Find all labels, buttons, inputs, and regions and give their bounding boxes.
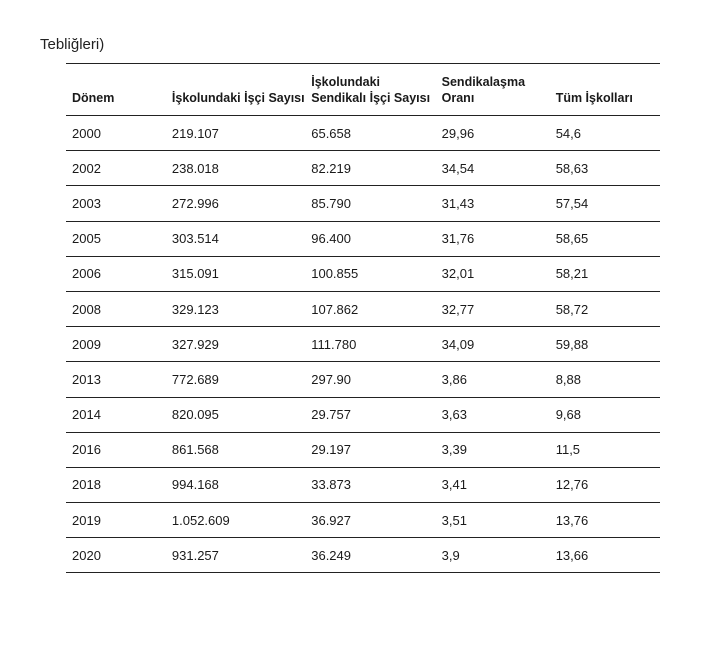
header-rate-line2: Oranı [441, 91, 475, 105]
cell-unionization-rate: 32,77 [436, 291, 550, 326]
cell-union-workers: 111.780 [305, 327, 435, 362]
cell-all-branches: 8,88 [550, 362, 660, 397]
cell-unionization-rate: 31,43 [436, 186, 550, 221]
cell-workers: 238.018 [166, 151, 305, 186]
cell-workers: 861.568 [166, 432, 305, 467]
table-row [66, 467, 660, 502]
header-union-workers-line1: İşkolundaki [311, 75, 381, 89]
cell-unionization-rate: 34,54 [436, 151, 550, 186]
cell-unionization-rate: 32,01 [436, 256, 550, 291]
cell-workers: 315.091 [166, 256, 305, 291]
cell-union-workers: 65.658 [305, 116, 435, 151]
cell-period: 2002 [66, 151, 166, 186]
cell-workers: 931.257 [166, 538, 305, 573]
cell-period: 2000 [66, 116, 166, 151]
cell-all-branches: 13,76 [550, 503, 660, 538]
table-row [66, 538, 660, 573]
cell-all-branches: 59,88 [550, 327, 660, 362]
table-caption: Tebliğleri) [40, 36, 105, 53]
cell-workers: 1.052.609 [166, 503, 305, 538]
header-union-workers [305, 64, 435, 116]
cell-all-branches: 58,65 [550, 221, 660, 256]
cell-unionization-rate: 3,41 [436, 467, 550, 502]
table-row [66, 503, 660, 538]
table-row [66, 362, 660, 397]
cell-unionization-rate: 3,63 [436, 397, 550, 432]
cell-union-workers: 107.862 [305, 291, 435, 326]
cell-period: 2014 [66, 397, 166, 432]
cell-period: 2020 [66, 538, 166, 573]
cell-union-workers: 36.249 [305, 538, 435, 573]
cell-all-branches: 54,6 [550, 116, 660, 151]
cell-all-branches: 58,72 [550, 291, 660, 326]
cell-period: 2018 [66, 467, 166, 502]
cell-all-branches: 58,21 [550, 256, 660, 291]
cell-unionization-rate: 29,96 [436, 116, 550, 151]
header-workers: İşkolundaki İşçi Sayısı [166, 64, 305, 116]
cell-unionization-rate: 31,76 [436, 221, 550, 256]
cell-unionization-rate: 3,51 [436, 503, 550, 538]
table-row [66, 116, 660, 151]
cell-union-workers: 33.873 [305, 467, 435, 502]
cell-union-workers: 82.219 [305, 151, 435, 186]
table-row [66, 397, 660, 432]
cell-workers: 327.929 [166, 327, 305, 362]
cell-period: 2008 [66, 291, 166, 326]
cell-all-branches: 11,5 [550, 432, 660, 467]
table-row [66, 221, 660, 256]
table-row [66, 256, 660, 291]
table-body [66, 116, 660, 573]
cell-all-branches: 58,63 [550, 151, 660, 186]
cell-period: 2006 [66, 256, 166, 291]
header-all-branches: Tüm İşkolları [550, 64, 660, 116]
cell-unionization-rate: 34,09 [436, 327, 550, 362]
table-header [66, 64, 660, 116]
unionization-table [66, 63, 660, 573]
cell-period: 2016 [66, 432, 166, 467]
header-unionization-rate [436, 64, 550, 116]
header-union-workers-line2: Sendikalı İşçi Sayısı [311, 91, 431, 105]
header-row [66, 64, 660, 116]
cell-union-workers: 100.855 [305, 256, 435, 291]
cell-workers: 994.168 [166, 467, 305, 502]
cell-union-workers: 96.400 [305, 221, 435, 256]
cell-unionization-rate: 3,9 [436, 538, 550, 573]
cell-workers: 219.107 [166, 116, 305, 151]
cell-period: 2005 [66, 221, 166, 256]
cell-workers: 329.123 [166, 291, 305, 326]
table-row [66, 291, 660, 326]
cell-period: 2003 [66, 186, 166, 221]
header-period: Dönem [66, 64, 166, 116]
cell-all-branches: 57,54 [550, 186, 660, 221]
table-row [66, 186, 660, 221]
cell-unionization-rate: 3,39 [436, 432, 550, 467]
cell-union-workers: 36.927 [305, 503, 435, 538]
cell-period: 2013 [66, 362, 166, 397]
cell-workers: 820.095 [166, 397, 305, 432]
table-row [66, 151, 660, 186]
cell-workers: 772.689 [166, 362, 305, 397]
cell-union-workers: 29.197 [305, 432, 435, 467]
cell-workers: 272.996 [166, 186, 305, 221]
cell-all-branches: 13,66 [550, 538, 660, 573]
cell-unionization-rate: 3,86 [436, 362, 550, 397]
cell-all-branches: 9,68 [550, 397, 660, 432]
cell-workers: 303.514 [166, 221, 305, 256]
cell-union-workers: 29.757 [305, 397, 435, 432]
cell-union-workers: 297.90 [305, 362, 435, 397]
cell-period: 2019 [66, 503, 166, 538]
cell-all-branches: 12,76 [550, 467, 660, 502]
cell-union-workers: 85.790 [305, 186, 435, 221]
cell-period: 2009 [66, 327, 166, 362]
table-row [66, 327, 660, 362]
header-rate-line1: Sendikalaşma [441, 75, 526, 89]
table-row [66, 432, 660, 467]
